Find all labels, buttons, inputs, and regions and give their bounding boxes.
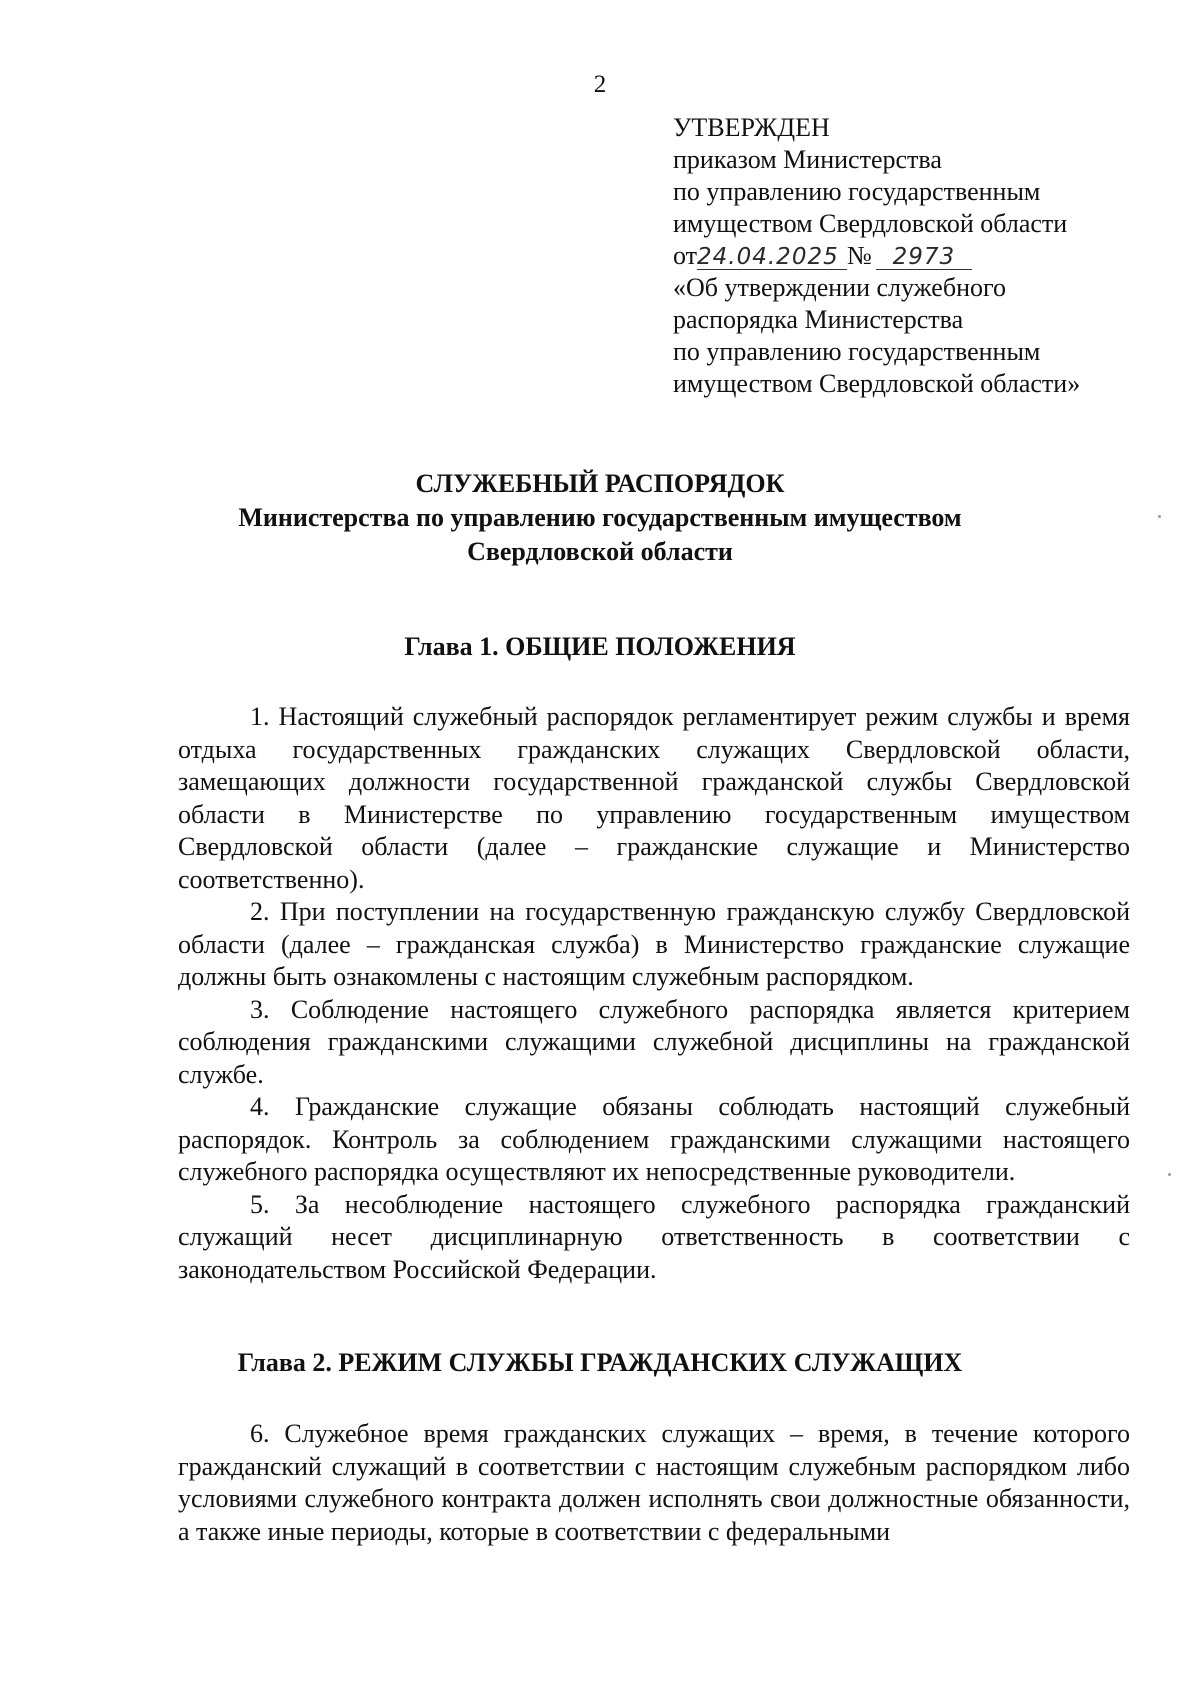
handwritten-number: 2973 xyxy=(876,245,972,270)
title-line: Свердловской области xyxy=(467,537,733,566)
chapter-2-heading: Глава 2. РЕЖИМ СЛУЖБЫ ГРАЖДАНСКИХ СЛУЖАЩИХ xyxy=(237,1348,963,1377)
date-prefix: от xyxy=(673,241,698,270)
chapter-1-body xyxy=(178,701,1130,1286)
paragraph: 3. Соблюдение настоящего служебного распорядка является критерием соблюдения гражданскими служащими служебной дисциплины на гражданской службе. xyxy=(178,994,1130,1089)
scan-speck xyxy=(1158,515,1161,518)
approval-line: «Об утверждении служебного xyxy=(673,273,1006,302)
approval-line: имуществом Свердловской области xyxy=(673,209,1068,238)
approval-heading: УТВЕРЖДЕН xyxy=(673,113,830,142)
approval-line: по управлению государственным xyxy=(673,177,1041,206)
paragraph: 1. Настоящий служебный распорядок регламентирует режим службы и время отдыха государственных гражданских служащих Свердловской области, замещающих должности государственной гражданской службы Свердловской области в Министерстве по управлению государственным имуществом Свердловской области (далее – гражданские служащие и Министерство соответственно). xyxy=(178,702,1130,894)
number-prefix: № xyxy=(847,241,872,270)
paragraph: 2. При поступлении на государственную гражданскую службу Свердловской области (далее – гражданская служба) в Министерство гражданские служащие должны быть ознакомлены с настоящим служебным распорядком. xyxy=(178,897,1130,991)
approval-line: приказом Министерства xyxy=(673,145,942,174)
chapter-1-heading: Глава 1. ОБЩИЕ ПОЛОЖЕНИЯ xyxy=(404,632,796,661)
approval-block xyxy=(673,112,1173,400)
document-title xyxy=(0,467,1200,569)
approval-line: распорядка Министерства xyxy=(673,305,964,334)
paragraph: 4. Гражданские служащие обязаны соблюдать настоящий служебный распорядок. Контроль за соблюдением гражданскими служащими настоящего служебного распорядка осуществляют их непосредственные руководители. xyxy=(178,1092,1130,1186)
title-line: Министерства по управлению государственным имуществом xyxy=(238,503,962,532)
paragraph: 5. За несоблюдение настоящего служебного распорядка гражданский служащий несет дисциплинарную ответственность в соответствии с законодательством Российской Федерации. xyxy=(178,1189,1130,1284)
scan-speck xyxy=(1168,1173,1171,1176)
chapter-2-body xyxy=(178,1418,1130,1548)
approval-line: имуществом Свердловской области» xyxy=(673,369,1081,398)
page-number: 2 xyxy=(593,71,607,98)
approval-line: по управлению государственным xyxy=(673,337,1041,366)
title-line: СЛУЖЕБНЫЙ РАСПОРЯДОК xyxy=(415,469,785,498)
paragraph: 6. Служебное время гражданских служащих – время, в течение которого гражданский служащий в соответствии с настоящим служебным распорядком либо условиями служебного контракта должен исполнять свои должностные обязанности, а также иные периоды, которые в соответствии с федеральными xyxy=(178,1419,1130,1546)
handwritten-date: 24.04.2025 xyxy=(697,245,847,270)
approval-date-number-line xyxy=(673,240,1173,272)
